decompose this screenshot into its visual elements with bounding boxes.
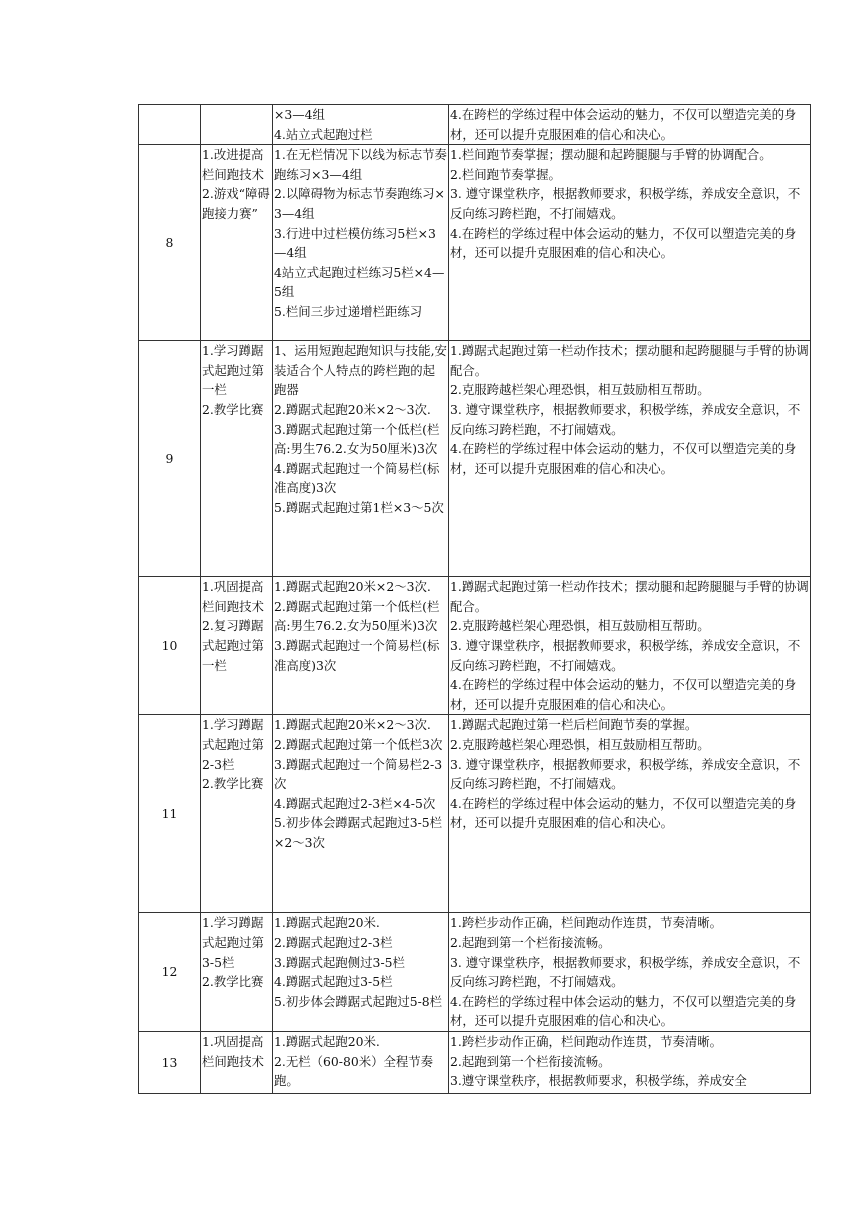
teaching-goal-cell	[201, 105, 273, 145]
teaching-goal-cell: 1.学习蹲踞式起跑过第2-3栏 2.教学比赛	[201, 715, 273, 913]
teaching-goal-cell: 1.学习蹲踞式起跑过第3-5栏 2.教学比赛	[201, 913, 273, 1032]
lesson-number-cell: 8	[139, 145, 201, 341]
teaching-requirements-cell: 1.蹲踞式起跑过第一栏动作技术；摆动腿和起跨腿腿与手臂的协调配合。 2.克服跨越栏架心理恐惧，相互鼓励相互帮助。 3. 遵守课堂秩序，根据教师要求，积极学练，养成安全意识，不反向练习跨栏跑，不打闹嬉戏。 4.在跨栏的学练过程中体会运动的魅力，不仅可以塑造完美的身材，还可以提升克服困难的信心和决心。	[449, 577, 811, 715]
teaching-requirements-cell: 1.跨栏步动作正确，栏间跑动作连贯，节奏清晰。 2.起跑到第一个栏衔接流畅。 3. 遵守课堂秩序，根据教师要求，积极学练，养成安全意识，不反向练习跨栏跑，不打闹嬉戏。 4.在跨栏的学练过程中体会运动的魅力，不仅可以塑造完美的身材，还可以提升克服困难的信心和决心。	[449, 913, 811, 1032]
teaching-content-cell: 1.蹲踞式起跑20米×2～3次. 2.蹲踞式起跑过第一个低栏(栏高:男生76.2.女为50厘米)3次 3.蹲踞式起跑过一个简易栏(标准高度)3次	[273, 577, 449, 715]
teaching-goal-cell: 1.巩固提高栏间跑技术 2.复习蹲踞式起跑过第一栏	[201, 577, 273, 715]
lesson-number-cell: 12	[139, 913, 201, 1032]
teaching-requirements-cell: 1.蹲踞式起跑过第一栏动作技术；摆动腿和起跨腿腿与手臂的协调配合。 2.克服跨越栏架心理恐惧，相互鼓励相互帮助。 3. 遵守课堂秩序，根据教师要求，积极学练，养成安全意识，不反向练习跨栏跑，不打闹嬉戏。 4.在跨栏的学练过程中体会运动的魅力，不仅可以塑造完美的身材，还可以提升克服困难的信心和决心。	[449, 341, 811, 577]
teaching-goal-cell: 1.改进提高栏间跑技术 2.游戏“障碍跑接力赛”	[201, 145, 273, 341]
teaching-content-cell: 1.在无栏情况下以线为标志节奏跑练习×3—4组 2.以障碍物为标志节奏跑练习×3—4组 3.行进中过栏模仿练习5栏×3—4组 4站立式起跑过栏练习5栏×4—5组 5.栏间三步过递增栏距练习	[273, 145, 449, 341]
lesson-number-cell	[139, 105, 201, 145]
lesson-number-cell: 10	[139, 577, 201, 715]
teaching-goal-cell: 1.学习蹲踞式起跑过第一栏 2.教学比赛	[201, 341, 273, 577]
teaching-requirements-cell: 4.在跨栏的学练过程中体会运动的魅力，不仅可以塑造完美的身材，还可以提升克服困难的信心和决心。	[449, 105, 811, 145]
table-row	[139, 105, 811, 145]
teaching-goal-cell: 1.巩固提高栏间跑技术	[201, 1031, 273, 1093]
table-row	[139, 577, 811, 715]
teaching-content-cell: 1、运用短跑起跑知识与技能,安装适合个人特点的跨栏跑的起跑器 2.蹲踞式起跑20米×2～3次. 3.蹲踞式起跑过第一个低栏(栏高:男生76.2.女为50厘米)3次 4.蹲踞式起跑过一个简易栏(标准高度)3次 5.蹲踞式起跑过第1栏×3～5次	[273, 341, 449, 577]
teaching-content-cell: 1.蹲踞式起跑20米. 2.蹲踞式起跑过2-3栏 3.蹲踞式起跑侧过3-5栏 4.蹲踞式起跑过3-5栏 5.初步体会蹲踞式起跑过5-8栏	[273, 913, 449, 1032]
teaching-content-cell: 1.蹲踞式起跑20米×2～3次. 2.蹲踞式起跑过第一个低栏3次 3.蹲踞式起跑过一个简易栏2-3次 4.蹲踞式起跑过2-3栏×4-5次 5.初步体会蹲踞式起跑过3-5栏×2～3次	[273, 715, 449, 913]
lesson-number-cell: 11	[139, 715, 201, 913]
teaching-requirements-cell: 1.跨栏步动作正确，栏间跑动作连贯，节奏清晰。 2.起跑到第一个栏衔接流畅。 3.遵守课堂秩序，根据教师要求，积极学练，养成安全	[449, 1031, 811, 1093]
teaching-requirements-cell: 1.栏间跑节奏掌握；摆动腿和起跨腿腿与手臂的协调配合。 2.栏间跑节奏掌握。 3. 遵守课堂秩序，根据教师要求，积极学练，养成安全意识，不反向练习跨栏跑，不打闹嬉戏。 4.在跨栏的学练过程中体会运动的魅力，不仅可以塑造完美的身材，还可以提升克服困难的信心和决心。	[449, 145, 811, 341]
lesson-plan-body	[139, 105, 811, 1094]
lesson-number-cell: 9	[139, 341, 201, 577]
lesson-number-cell: 13	[139, 1031, 201, 1093]
teaching-content-cell: 1.蹲踞式起跑20米. 2.无栏（60-80米）全程节奏跑。	[273, 1031, 449, 1093]
table-row	[139, 1031, 811, 1093]
teaching-content-cell: ×3—4组 4.站立式起跑过栏	[273, 105, 449, 145]
table-row	[139, 145, 811, 341]
table-row	[139, 341, 811, 577]
table-row	[139, 913, 811, 1032]
teaching-requirements-cell: 1.蹲踞式起跑过第一栏后栏间跑节奏的掌握。 2.克服跨越栏架心理恐惧，相互鼓励相互帮助。 3. 遵守课堂秩序，根据教师要求，积极学练，养成安全意识，不反向练习跨栏跑，不打闹嬉戏。 4.在跨栏的学练过程中体会运动的魅力，不仅可以塑造完美的身材，还可以提升克服困难的信心和决心。	[449, 715, 811, 913]
table-row	[139, 715, 811, 913]
lesson-plan-table	[138, 104, 811, 1094]
